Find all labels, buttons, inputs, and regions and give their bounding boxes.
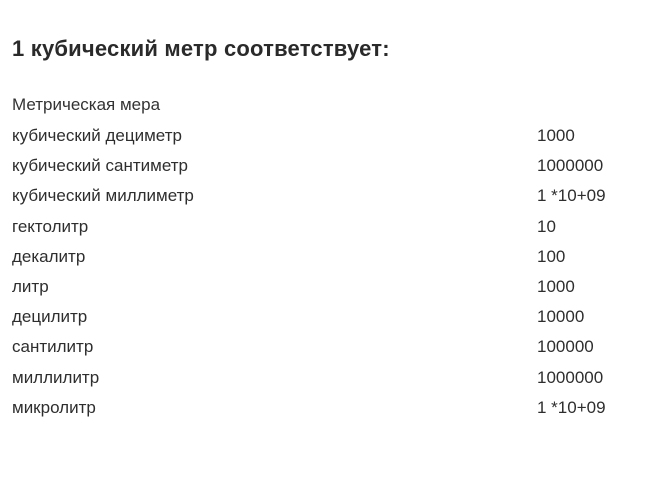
table-row [12,305,642,335]
unit-name: гектолитр [12,216,89,236]
unit-name: миллилитр [12,367,100,387]
unit-value: 100000 [537,337,594,357]
section-heading: Метрическая мера [12,95,161,114]
unit-name: литр [12,276,49,296]
unit-value: 10000 [537,307,585,327]
unit-value: 1000000 [537,156,604,176]
unit-name: кубический сантиметр [12,156,188,176]
table-row [12,275,642,305]
unit-name: кубический миллиметр [12,186,194,206]
table-row [12,215,642,245]
page-title: 1 кубический метр соответствует: [12,36,390,61]
unit-value: 1000 [537,126,575,145]
unit-value: 1 *10+09 [537,397,606,417]
unit-value: 100 [537,246,566,266]
table-row [12,154,642,184]
table-row [12,184,642,214]
unit-value: 10 [537,216,556,236]
unit-value: 1000000 [537,367,604,387]
table-row [12,124,642,154]
unit-name: децилитр [12,307,88,327]
unit-name: кубический дециметр [12,126,182,145]
unit-value: 1 *10+09 [537,186,606,206]
table-row [12,366,642,396]
unit-name: декалитр [12,246,86,266]
table-row [12,335,642,365]
unit-name: сантилитр [12,337,94,357]
unit-value: 1000 [537,276,575,296]
unit-name: микролитр [12,397,96,417]
table-row [12,245,642,275]
conversion-table [12,124,642,426]
table-row [12,396,642,426]
